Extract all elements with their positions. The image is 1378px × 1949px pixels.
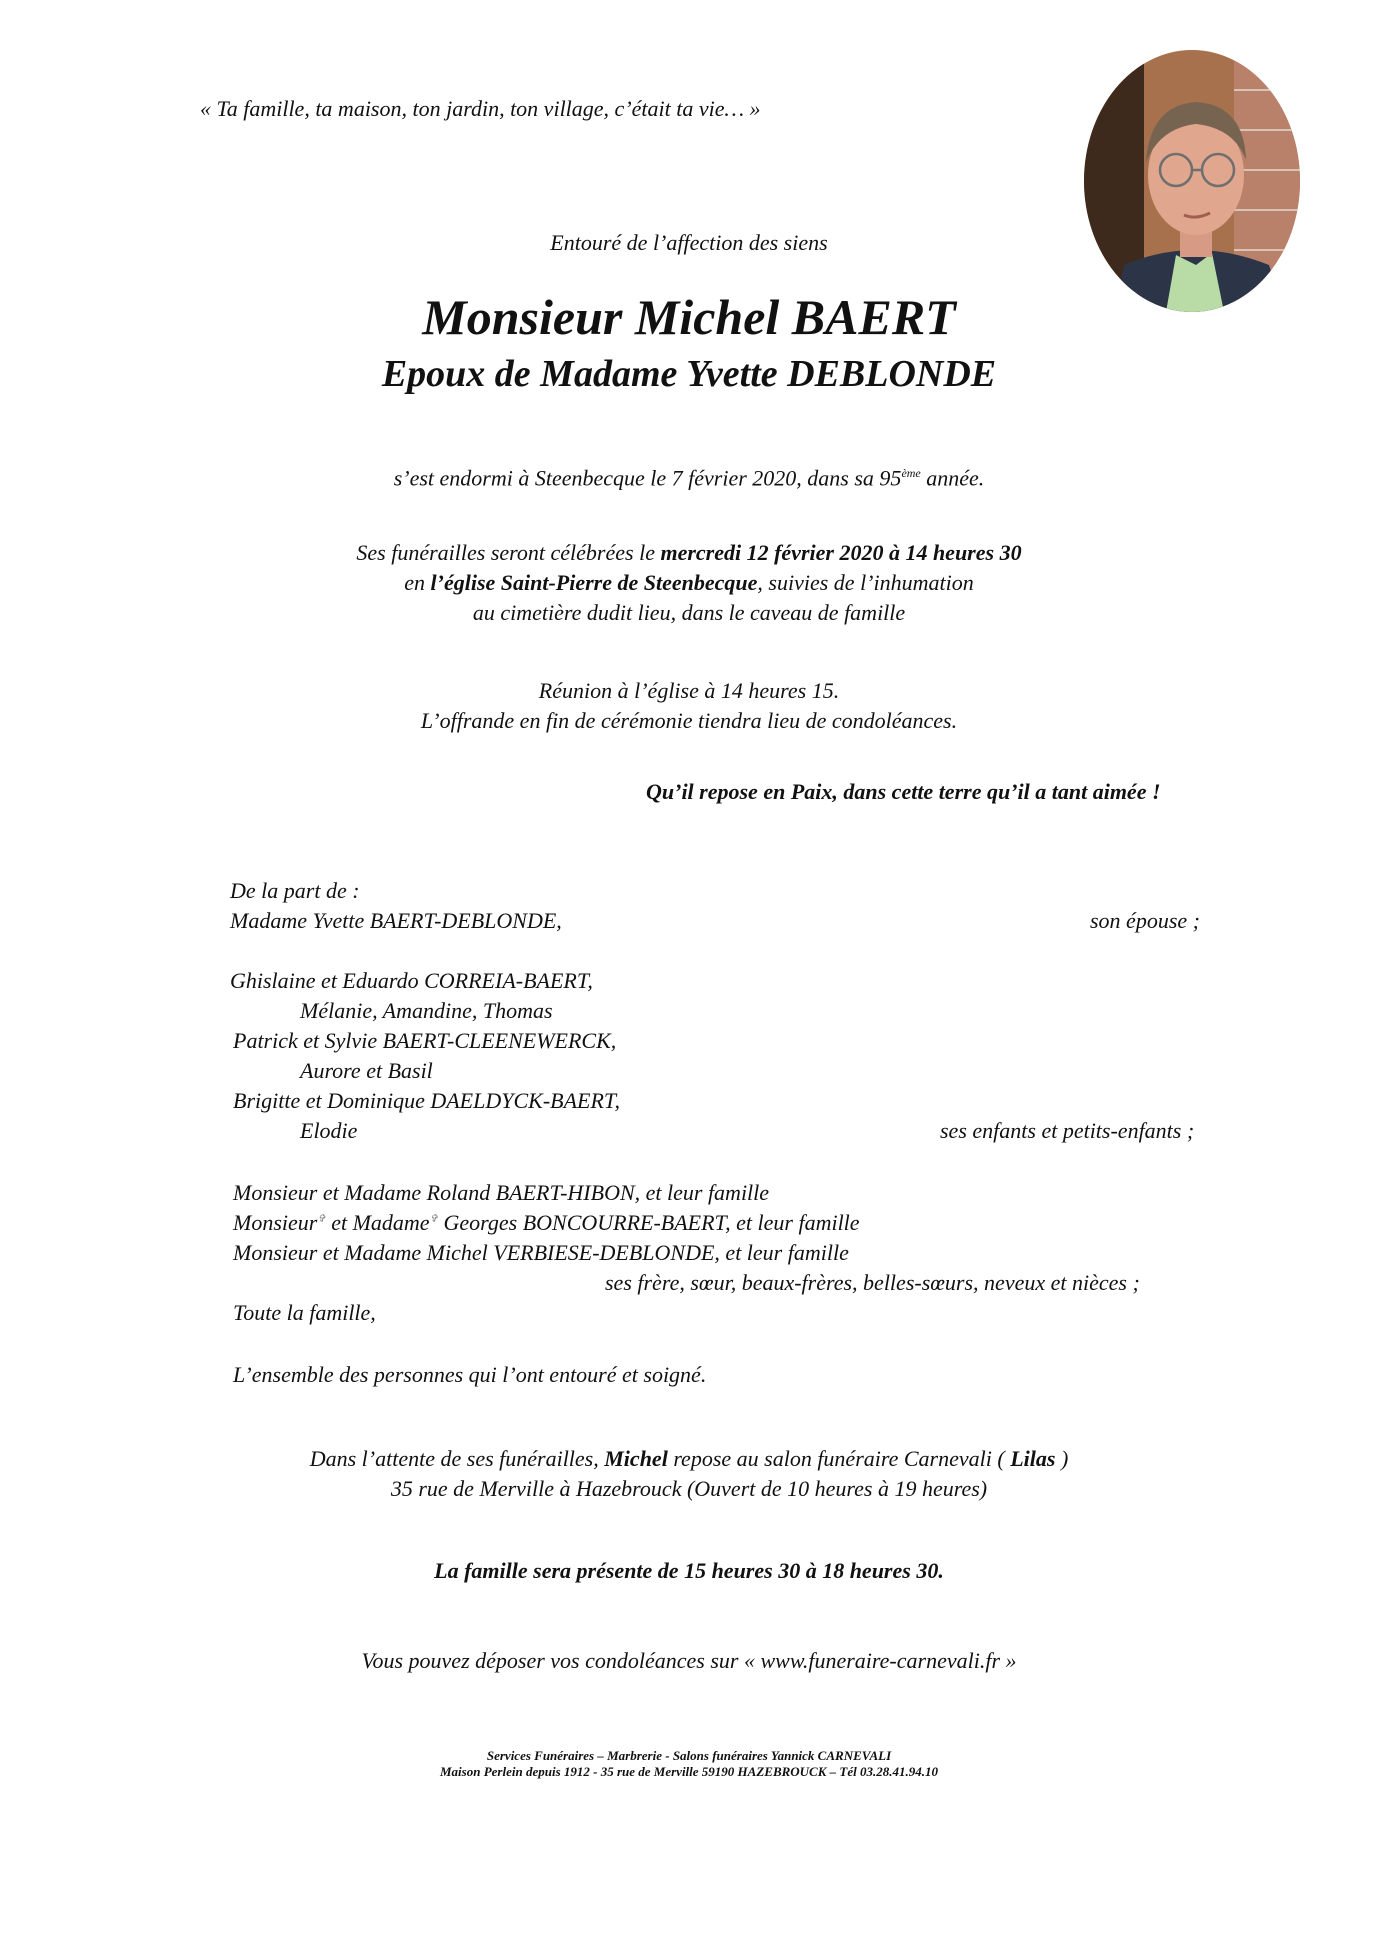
- child-2: Patrick et Sylvie BAERT-CLEENEWERCK,: [233, 1028, 617, 1053]
- death-announcement: [0, 458, 1378, 493]
- funeral-intro: Ses funérailles seront célébrées le: [356, 540, 661, 565]
- footer: [0, 1748, 1378, 1780]
- spouse-line: Epoux de Madame Yvette DEBLONDE: [381, 353, 997, 395]
- rest-in-peace: Qu’il repose en Paix, dans cette terre qu’il a tant aimée !: [646, 779, 1161, 804]
- cross-icon: ✞: [429, 1213, 438, 1225]
- wake-intro: Dans l’attente de ses funérailles,: [309, 1446, 605, 1471]
- funeral-line-3: au cimetière dudit lieu, dans le caveau de famille: [472, 600, 906, 625]
- funeral-details: [0, 538, 1378, 628]
- cross-icon: ✞: [317, 1213, 326, 1225]
- meeting-line-2: L’offrande en fin de cérémonie tiendra lieu de condoléances.: [420, 708, 958, 733]
- epigraph: « Ta famille, ta maison, ton jardin, ton village, c’était ta vie… »: [200, 96, 761, 121]
- family-presence: La famille sera présente de 15 heures 30 à 18 heures 30.: [434, 1558, 944, 1583]
- wake-room: Lilas: [1010, 1446, 1056, 1471]
- meeting-line-1: Réunion à l’église à 14 heures 15.: [538, 678, 840, 703]
- funeral-burial: , suivies de l’inhumation: [757, 570, 974, 595]
- grandchildren-1: Mélanie, Amandine, Thomas: [300, 998, 553, 1023]
- funeral-prep: en: [404, 570, 431, 595]
- wake-close: ): [1055, 1446, 1069, 1471]
- condolences-line: Vous pouvez déposer vos condoléances sur « www.funeraire-carnevali.fr »: [361, 1648, 1017, 1673]
- children-role: ses enfants et petits-enfants ;: [940, 1118, 1195, 1143]
- funeral-line-1: [0, 538, 1378, 568]
- footer-line-1: Services Funéraires – Marbrerie - Salons funéraires Yannick CARNEVALI: [486, 1748, 892, 1763]
- death-text: s’est endormi à Steenbecque le 7 février 2020, dans sa 95: [393, 465, 902, 491]
- family-header: De la part de :: [230, 878, 360, 903]
- wake-line-1: [0, 1444, 1378, 1474]
- sibling-2-title-b: et Madame: [325, 1210, 430, 1235]
- wake-first-name: Michel: [604, 1446, 668, 1471]
- all-family: Toute la famille,: [233, 1300, 376, 1325]
- death-suffix: année.: [920, 465, 985, 491]
- deceased-name: Monsieur Michel BAERT: [422, 289, 956, 345]
- sibling-2-name: Georges BONCOURRE-BAERT, et leur famille: [437, 1210, 860, 1235]
- portrait-photo-icon: [1084, 50, 1300, 312]
- sibling-2: [233, 1210, 860, 1236]
- funeral-date: mercredi 12 février 2020 à 14 heures 30: [660, 540, 1022, 565]
- wake-location: repose au salon funéraire Carnevali (: [667, 1446, 1011, 1471]
- wife-role: son épouse ;: [1090, 908, 1200, 933]
- sibling-2-title: Monsieur: [233, 1210, 318, 1235]
- sibling-3: Monsieur et Madame Michel VERBIESE-DEBLONDE, et leur famille: [233, 1240, 849, 1265]
- funeral-line-2: [0, 568, 1378, 598]
- child-1: Ghislaine et Eduardo CORREIA-BAERT,: [230, 968, 593, 993]
- footer-line-2: Maison Perlein depuis 1912 - 35 rue de Merville 59190 HAZEBROUCK – Tél 03.28.41.94.10: [440, 1764, 938, 1779]
- wake-line-2: 35 rue de Merville à Hazebrouck (Ouvert de 10 heures à 19 heures): [390, 1476, 988, 1501]
- death-ordinal: ème: [901, 466, 921, 480]
- wake-details: [0, 1444, 1378, 1504]
- sibling-1: Monsieur et Madame Roland BAERT-HIBON, et leur famille: [233, 1180, 770, 1205]
- grandchildren-3: Elodie: [300, 1118, 358, 1143]
- portrait-photo: [1084, 50, 1300, 312]
- siblings-role: ses frère, sœur, beaux-frères, belles-sœurs, neveux et nièces ;: [605, 1270, 1140, 1295]
- child-3: Brigitte et Dominique DAELDYCK-BAERT,: [233, 1088, 621, 1113]
- funeral-church: l’église Saint-Pierre de Steenbecque: [430, 570, 758, 595]
- grandchildren-2: Aurore et Basil: [300, 1058, 433, 1083]
- wife-name: Madame Yvette BAERT-DEBLONDE,: [230, 908, 562, 933]
- meeting-details: [0, 676, 1378, 736]
- intro-line: Entouré de l’affection des siens: [550, 230, 828, 255]
- caregivers: L’ensemble des personnes qui l’ont entouré et soigné.: [233, 1362, 707, 1387]
